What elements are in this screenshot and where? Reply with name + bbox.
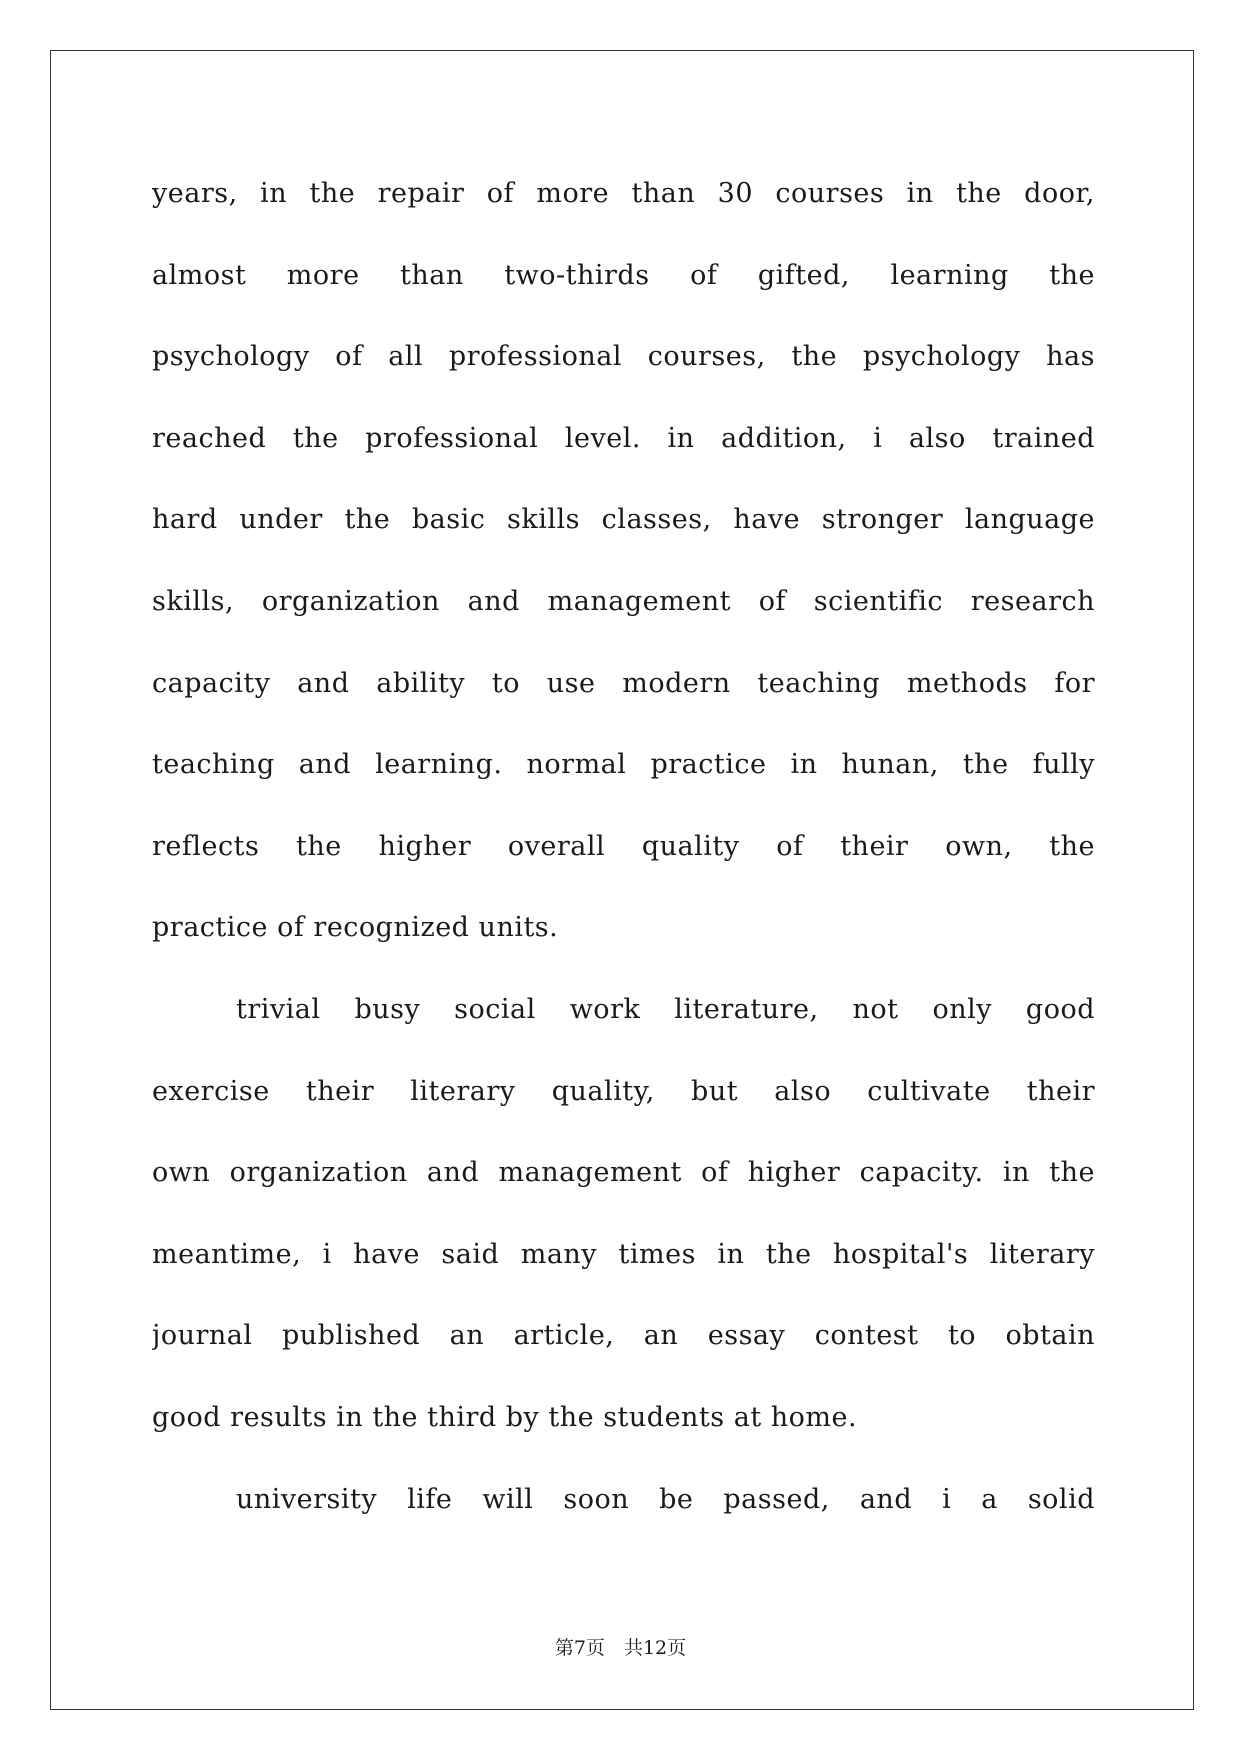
text-line: meantime, i have said many times in the hospital's literary — [152, 1238, 1095, 1270]
text-line: hard under the basic skills classes, have stronger language — [152, 504, 1095, 536]
text-line: own organization and management of higher capacity. in the — [152, 1157, 1095, 1189]
text-line: trivial busy social work literature, not only good — [236, 993, 1095, 1025]
text-line: good results in the third by the students at home. — [152, 1401, 858, 1433]
text-line: psychology of all professional courses, the psychology has — [152, 341, 1095, 373]
text-line: reflects the higher overall quality of their own, the — [152, 830, 1095, 862]
text-line: practice of recognized units. — [152, 912, 559, 944]
page-number-footer: 第7页 共12页 — [554, 1637, 687, 1659]
text-line: years, in the repair of more than 30 courses in the door, — [152, 178, 1095, 209]
text-line: journal published an article, an essay contest to obtain — [152, 1320, 1095, 1352]
text-line: skills, organization and management of scientific research — [152, 585, 1095, 617]
text-line: almost more than two-thirds of gifted, learning the — [152, 259, 1095, 291]
text-line: exercise their literary quality, but also cultivate their — [152, 1075, 1095, 1107]
text-line: teaching and learning. normal practice in hunan, the fully — [152, 749, 1095, 781]
text-line: university life will soon be passed, and i a solid — [236, 1483, 1095, 1515]
document-body — [152, 166, 1095, 1553]
text-line: capacity and ability to use modern teaching methods for — [152, 667, 1095, 699]
text-line: reached the professional level. in addition, i also trained — [152, 422, 1095, 454]
